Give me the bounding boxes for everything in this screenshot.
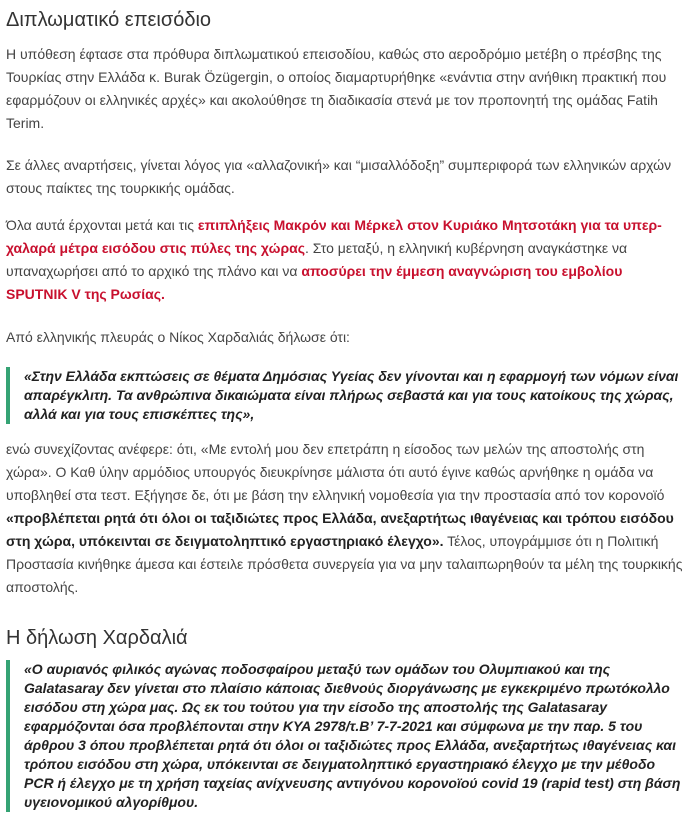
link-macron-merkel[interactable]: επιπλήξεις Μακρόν και Μέρκελ στον Κυριάκο Μητσοτάκη για τα υπερ-χαλαρά μέτρα εισόδου στις πύλες της χώρας [6,217,662,256]
section-heading-diplomatic: Διπλωματικό επεισόδιο [6,9,212,31]
paragraph-macron-merkel [6,214,686,306]
paragraph-hardalias-intro: Από ελληνικής πλευράς ο Νίκος Χαρδαλιάς δήλωσε ότι: [6,329,350,345]
quote-public-health [6,367,688,424]
paragraph-bold-text: «προβλέπεται ρητά ότι όλοι οι ταξιδιώτες προς Ελλάδα, ανεξαρτήτως ιθαγένειας και τρόπου εισόδου στη χώρα, υπόκεινται σε δειγματοληπτικό εργαστηριακό έλεγχο». [6,510,674,549]
paragraph-entry-denied [6,438,686,599]
paragraph-text: ενώ συνεχίζοντας ανέφερε: ότι, «Με εντολή μου δεν επετράπη η είσοδος των μελών της αποστολής στη χώρα». Ο Καθ ύλην αρμόδιος υπουργός διευκρίνησε μάλιστα ότι αυτό έγινε καθώς αρνήθηκε η ομάδα να υποβληθεί στα τεστ. Εξήγησε δε, ότι με βάση την ελληνική νομοθεσία για την προστασία από τον κορονοϊό [6,441,665,503]
quote-text: «Ο αυριανός φιλικός αγώνας ποδοσφαίρου μεταξύ των ομάδων του Ολυμπιακού και της Galatasaray δεν γίνεται στο πλαίσιο κάποιας διεθνούς διοργάνωσης με εγκεκριμένο πρωτόκολλο εισόδου στη χώρα μας. Ως εκ του τούτου για την είσοδο της αποστολής της Galatasaray εφαρμόζονται όσα προβλέπονται στην ΚΥΑ 2978/τ.Β’ 7-7-2021 και σύμφωνα με την παρ. 5 του άρθρου 3 όπου προβλέπεται ρητά ότι όλοι οι ταξιδιώτες προς Ελλάδα, ανεξαρτήτως ιθαγένειας και τρόπου εισόδου στη χώρα, υπόκεινται σε δειγματοληπτικό εργαστηριακό έλεγχο με την μέθοδο PCR ή έλεγχο με τη χρήση ταχείας ανίχνευσης αντιγόνου κορονοϊού covid 19 (rapid test) στη βάση υγειονομικού αλγορίθμου. [24,661,681,810]
paragraph-text: . Στο μεταξύ, η ελληνική κυβέρνηση αναγκάστηκε να υπαναχωρήσει από το αρχικό της πλάνο και να [6,240,628,279]
link-sputnik[interactable]: αποσύρει την έμμεση αναγνώριση του εμβολίου SPUTNIK V της Ρωσίας. [6,263,623,302]
paragraph-text: Τέλος, υπογράμμισε ότι η Πολιτική Προστασία κινήθηκε άμεσα και έστειλε πρόσθετα συνεργεία για να μην ταλαιπωρηθούν τα μέλη της τουρκικής αποστολής. [6,533,683,595]
paragraph-text: Όλα αυτά έρχονται μετά και τις [6,217,198,233]
paragraph-other-posts: Σε άλλες αναρτήσεις, γίνεται λόγος για «αλλαζονική» και “μισαλλόδοξη” συμπεριφορά των ελληνικών αρχών στους παίκτες της τουρκικής ομάδας. [6,157,672,196]
quote-text: «Στην Ελλάδα εκπτώσεις σε θέματα Δημόσιας Υγείας δεν γίνονται και η εφαρμογή των νόμων είναι απαρέγκλιτη. Τα ανθρώπινα δικαιώματα είναι πλήρως σεβαστά και για τους κατοίκους της χώρας, αλλά και για τους επισκέπτες της», [24,368,679,422]
section-heading-statement: Η δήλωση Χαρδαλιά [6,627,188,649]
paragraph-ambassador: Η υπόθεση έφτασε στα πρόθυρα διπλωματικού επεισοδίου, καθώς στο αεροδρόμιο μετέβη ο πρέσβης της Τουρκίας στην Ελλάδα κ. Burak Özügergin, ο οποίος διαμαρτυρήθηκε «ενάντια στην ανήθικη πρακτική που εφαρμόζουν οι ελληνικές αρχές» και ακολούθησε τη διαδικασία στενά με τον προπονητή της ομάδας Fatih Terim. [6,46,667,131]
quote-hardalias-statement [6,660,688,812]
